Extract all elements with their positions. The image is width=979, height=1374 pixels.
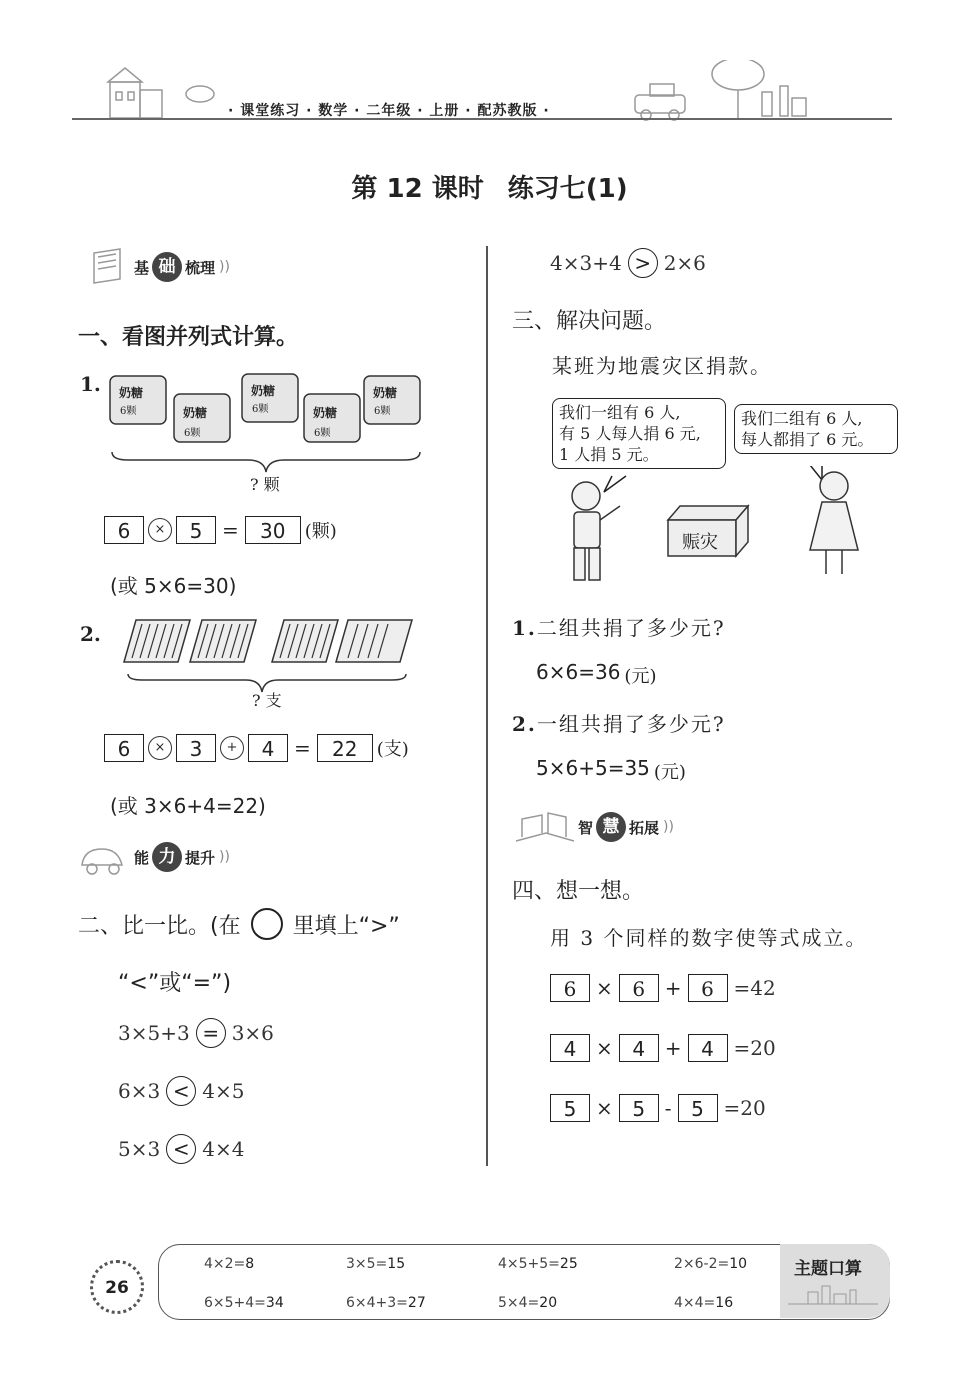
city-skyline-icon: [788, 1284, 878, 1306]
series-title: · 课堂练习 · 数学 · 二年级 · 上册 · 配苏教版 ·: [228, 103, 550, 119]
lesson-number: 第 12 课时: [351, 174, 484, 204]
compare-row: 4×3+4 > 2×6: [550, 248, 706, 278]
car-tree-illustration: [635, 60, 806, 120]
compare-row: 5×3 < 4×4: [118, 1134, 244, 1164]
section4-intro: 用 3 个同样的数字使等式成立。: [550, 926, 868, 950]
candy-bag-count: 6颗: [314, 428, 331, 439]
oral-item: 4×5+5=25: [498, 1256, 578, 1272]
badge-ability: 能 力 提升 )): [78, 838, 230, 876]
pencil-boxes-illustration: [122, 618, 422, 698]
donation-box-label: 赈灾: [682, 532, 718, 553]
oral-item: 4×2=8: [204, 1256, 255, 1272]
compare-row: 3×5+3 = 3×6: [118, 1018, 274, 1048]
candy-bag-count: 6颗: [120, 406, 137, 417]
section3-a2: 5×6+5=35 (元): [536, 756, 686, 783]
oral-item: 6×5+4=34: [204, 1295, 284, 1311]
candy-bag-count: 6颗: [374, 406, 391, 417]
section3-intro: 某班为地震灾区捐款。: [552, 354, 772, 378]
section3-title: 三、解决问题。: [512, 309, 667, 334]
q2-alternative: (或 3×6+4=22): [110, 794, 266, 818]
section4-row: 6 × 6 + 6 =42: [550, 974, 776, 1002]
page-title: [0, 168, 979, 205]
candy-bag-label: 奶糖: [119, 386, 144, 400]
q1-number: 1.: [80, 372, 101, 396]
houses-illustration: [108, 68, 214, 118]
car-icon: [78, 837, 134, 877]
girl-figure: [810, 472, 858, 574]
book-icon: [90, 247, 134, 287]
candy-bag-label: 奶糖: [183, 406, 208, 420]
candy-bag-count: 6颗: [252, 404, 269, 415]
column-divider: [486, 246, 488, 1166]
page-number: 26: [90, 1260, 144, 1314]
candy-bag-label: 奶糖: [373, 386, 398, 400]
candy-bag-label: 奶糖: [251, 384, 276, 398]
oral-item: 2×6-2=10: [674, 1256, 748, 1272]
badge-wisdom: 智 慧 拓展 )): [512, 808, 674, 846]
books-icon: [512, 807, 578, 847]
section1-title: 一、看图并列式计算。: [78, 325, 299, 350]
section3-q2: 2.一组共捐了多少元?: [512, 712, 726, 736]
oral-item: 5×4=20: [498, 1295, 558, 1311]
lesson-title: 练习七(1): [507, 174, 628, 204]
compare-row: 6×3 < 4×5: [118, 1076, 244, 1106]
oral-item: 6×4+3=27: [346, 1295, 426, 1311]
oral-item: 4×4=16: [674, 1295, 734, 1311]
donation-scene-illustration: [560, 466, 890, 596]
oral-item: 3×5=15: [346, 1256, 406, 1272]
section4-row: 4 × 4 + 4 =20: [550, 1034, 776, 1062]
section2-title: 二、比一比。(在 里填上“>”: [78, 908, 400, 940]
section3-a1: 6×6=36 (元): [536, 660, 657, 687]
candy-bag-count: 6颗: [184, 428, 201, 439]
q1-alternative: (或 5×6=30): [110, 574, 237, 598]
boy-speech-bubble: 我们一组有 6 人, 有 5 人每人捐 6 元, 1 人捐 5 元。: [552, 398, 726, 469]
oral-calc-title: 主题口算: [794, 1259, 862, 1279]
blank-circle-icon: [251, 908, 283, 940]
section4-row: 5 × 5 - 5 =20: [550, 1094, 766, 1122]
q2-equation: 6 × 3 + 4 = 22 (支): [104, 734, 409, 762]
q1-equation: 6 × 5 = 30 (颗): [104, 516, 337, 544]
q2-number: 2.: [80, 622, 101, 646]
section2-title-cont: “<”或“=”): [118, 971, 232, 996]
brace-label: ? 支: [252, 691, 282, 710]
brace-label: ? 颗: [250, 475, 280, 494]
section4-title: 四、想一想。: [512, 879, 645, 904]
girl-speech-bubble: 我们二组有 6 人, 每人都捐了 6 元。: [734, 404, 898, 454]
boy-figure: [572, 482, 620, 580]
badge-basic: 基 础 梳理 )): [90, 248, 230, 286]
candy-bag-label: 奶糖: [313, 406, 338, 420]
section3-q1: 1.二组共捐了多少元?: [512, 616, 726, 640]
